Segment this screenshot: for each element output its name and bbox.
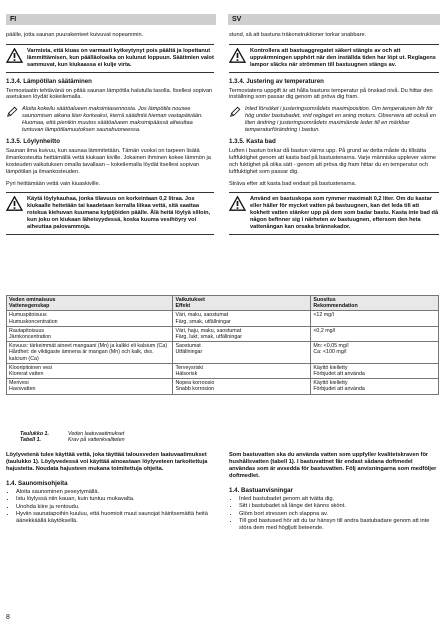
list-item: • Glöm bort stressen och slappna av. <box>239 511 439 518</box>
caption-label: Taulukko 1. <box>20 431 49 437</box>
intro-text: stund, så att bastuns träkonstruktioner torkar snabbare. <box>229 32 367 38</box>
warning-box <box>6 44 214 73</box>
finnish-bottom-section <box>6 452 214 526</box>
pencil-icon <box>6 106 18 118</box>
bullet-list <box>229 496 439 532</box>
table-cell: Mn: <0,05 mg/l Ca: <100 mg/l <box>311 342 439 364</box>
paragraph: Termostaatin tehtävänä on pitää saunan lämpötila halutulla tasolla. Itsellesi sopivan asetuksen löydät kokeilemalla. <box>6 87 213 101</box>
warning-text: Käytä löylykauhaa, jonka tilavuus on korkeintaan 0,2 litraa. Jos kiukaalle heitetään tai kaadetaan kerralla liikaa vettä, sitä saattaa roiskua kiehuvan kuumana kylpijöiden päälle. Älä heitä löylyä silloin, kun joku on kiukaan läheisyydessä, koska kuuma vesihöyry voi aiheuttaa palovammoja. <box>27 196 211 231</box>
section-heading: 1.4. Bastuanvisningar <box>229 487 293 494</box>
table-row <box>7 342 439 364</box>
tip-text: Inled försöket i justeringsområdets maximiposition. Om temperaturen blir för hög under bastubadet, vrid reglaget en aning moturs. Observera att också en liten ändring i justeringsområdets maximiände leder till en märkbar temperaturförändring i bastun. <box>245 106 436 134</box>
table-row <box>7 326 439 341</box>
section-heading: 1.3.4. Justering av temperaturen <box>229 77 324 85</box>
list-item: • Istu löylyssä niin kauan, kuin tuntuu mukavalta. <box>16 496 214 503</box>
warning-text: Använd en bastuskopa som rymmer maximalt 0,2 liter. Om du kastar eller häller för mycket vatten på bastuugnen, kan det leda till att kokhett vatten stänker upp på dem som badar bastu. Kasta inte bad då någon befinner sig i närheten av bastuugnen, eftersom den heta vattenångan kan orsaka brännskador. <box>250 196 439 231</box>
table-row <box>7 363 439 378</box>
table-cell: Saostumat Utfällningar <box>173 342 311 364</box>
table-cell: Väri, maku, saostumat Färg, smak, utfällningar <box>173 311 311 326</box>
table-cell: Rautapitoisuus Järnkoncentration <box>7 326 173 341</box>
header-cell: Vaikutukset Effekt <box>173 296 311 311</box>
table-cell: Käyttö kielletty Förbjudet att använda <box>311 379 439 394</box>
warning-box <box>229 44 439 73</box>
caption-text: Krav på vattenkvaliteten <box>68 437 125 444</box>
tab-sv: SV <box>228 14 440 25</box>
pencil-icon <box>229 106 241 118</box>
finnish-column <box>6 32 214 290</box>
section-heading: 1.4. Saunomisohjeita <box>6 480 68 487</box>
warning-icon <box>6 48 23 63</box>
bullet-list <box>6 489 214 525</box>
paragraph: Luften i bastun torkar då bastun värms upp. På grund av detta måste du tillsätta luftfuktighet genom att kasta bad på bastustenarna. Varje människa upplever värme och fuktighet på olika sätt - genom att pröva dig fram hittar du en temperatur och luftfuktighet som passar dig. <box>229 147 436 175</box>
tip-box <box>229 106 439 134</box>
table-cell: <12 mg/l <box>311 311 439 326</box>
intro-text: päälle, jotta saunan puurakenteet kuivuvat nopeammin. <box>6 32 144 38</box>
warning-icon <box>229 196 246 211</box>
warning-icon <box>6 196 23 211</box>
table-cell: Terveysriski Hälsorisk <box>173 363 311 378</box>
table-cell: Väri, haju, maku, saostumat Färg, lukt, smak, utfällningar <box>173 326 311 341</box>
warning-text: Varmista, että kiuas on varmasti kytkeytynyt pois päältä ja lopettanut lämmittämisen, kun päälläoloaika on kulunut loppuun. Säätimien valot sammuvat, kun kiukaassa ei kulje virta. <box>27 47 214 68</box>
header-cell: Suositus Rekommendation <box>311 296 439 311</box>
warning-box <box>6 192 214 235</box>
list-item: • Inled bastubadet genom att tvätta dig. <box>239 496 439 503</box>
section-heading: 1.3.5. Löylynheitto <box>6 137 60 145</box>
table-cell: <0,2 mg/l <box>311 326 439 341</box>
swedish-column <box>229 32 439 290</box>
list-item: • Till god bastused hör att du tar hänsyn till andra bastubadare genom att inte störa dem med högljutt beteende. <box>239 518 439 532</box>
header-cell: Veden ominaisuus Vattenegenskap <box>7 296 173 311</box>
paragraph: Pyri heittämään vettä vain kiuaskiville. <box>6 180 101 187</box>
paragraph: Termostatens uppgift är att hålla bastuns temperatur på önskad nivå. Du hittar den inställning som passar dig genom att pröva dig fram. <box>229 87 433 101</box>
paragraph: Saunan ilma kuivuu, kun saunaa lämmitetään. Tämän vuoksi on tarpeen lisätä ilmankosteutta heittämällä vettä kiukaan kiville. Jokainen ihminen kokee lämmön ja kosteuden vaikutuksen omalla tavallaan – kokeilemalla löydät itsellesi sopivan lämpötilan ja ilmankosteuden. <box>6 147 211 175</box>
table-cell: Humuspitoisuus Humuskoncentration <box>7 311 173 326</box>
list-item: • Hyviin saunatapoihin kuuluu, että huomioit muut saunojat häiritsemättä heitä äänekkäällä käytöksellä. <box>16 511 214 525</box>
table-cell: Nopea korroosio Snabb korrosion <box>173 379 311 394</box>
caption-label: Tabell 1. <box>20 437 41 444</box>
table-cell: Kovuus: tärkeimmät aineet mangaani (Mn) ja kalkki eli kalsium (Ca) Hårdhet: de viktigaste ämnena är mangan (Mn) och kalk, dvs. kalcium (Ca) <box>7 342 173 364</box>
list-item: • Unohda kiire ja rentoudu. <box>16 504 214 511</box>
warning-icon <box>229 48 246 63</box>
warning-text: Kontrollera att bastuaggregatet säkert stängts av och att uppvärmningen upphört när den inställda tiden har löpt ut. Reglagens lampor släcks när strömmen till bastuugnen stängs av. <box>250 47 436 68</box>
page-number: 8 <box>6 614 10 621</box>
section-heading: 1.3.5. Kasta bad <box>229 137 276 145</box>
bold-paragraph: Löylyvetenä tulee käyttää vettä, joka täyttää talousveden laatuvaatimukset (taulukko 1). Löylyvedessä voi käyttää ainoastaan löylyveteen tarkoitettuja hajusteita. Noudata hajusteen mukana toimitettuja ohjeita. <box>6 452 208 472</box>
paragraph: Sträva efter att kasta bad endast på bastustenarna. <box>229 180 357 187</box>
table-header-row <box>7 296 439 311</box>
table-caption <box>20 431 125 443</box>
swedish-bottom-section <box>229 452 439 533</box>
table-cell: Käyttö kielletty Förbjudet att använda <box>311 363 439 378</box>
tab-fi: FI <box>6 14 216 25</box>
tip-text: Aloita kokeilu säätöalueen maksimiasennosta. Jos lämpötila nousee saunomisen aikana liian korkeaksi, kierrä säädintä hieman vastapäivään. Huomaa, että pienikin muutos säätöalueen maksimipäässä aiheuttaa tuntuvan lämpötilamuutoksen saunahuoneessa. <box>22 106 203 134</box>
section-heading: 1.3.4. Lämpötilan säätäminen <box>6 77 92 85</box>
table-cell: Klooripitoinen vesi Klorerat vatten <box>7 363 173 378</box>
table-row <box>7 311 439 326</box>
table-row <box>7 379 439 394</box>
list-item: • Aloita saunominen peseytymällä. <box>16 489 214 496</box>
caption-text: Veden laatuvaatimukset <box>68 431 125 437</box>
warning-box <box>229 192 439 235</box>
bold-paragraph: Som bastuvatten ska du använda vatten som uppfyller kvalitetskraven för hushållsvatten (tabell 1). I bastuvattnet får endast sådana doftmedel användas som är avsedda för bastuvatten. Följ anvisningarna som medföljer doftmedlet. <box>229 452 437 479</box>
table-cell: Merivesi Havsvatten <box>7 379 173 394</box>
water-quality-table <box>6 295 439 395</box>
list-item: • Sitt i bastubadet så länge det känns skönt. <box>239 503 439 510</box>
tip-box <box>6 106 214 134</box>
